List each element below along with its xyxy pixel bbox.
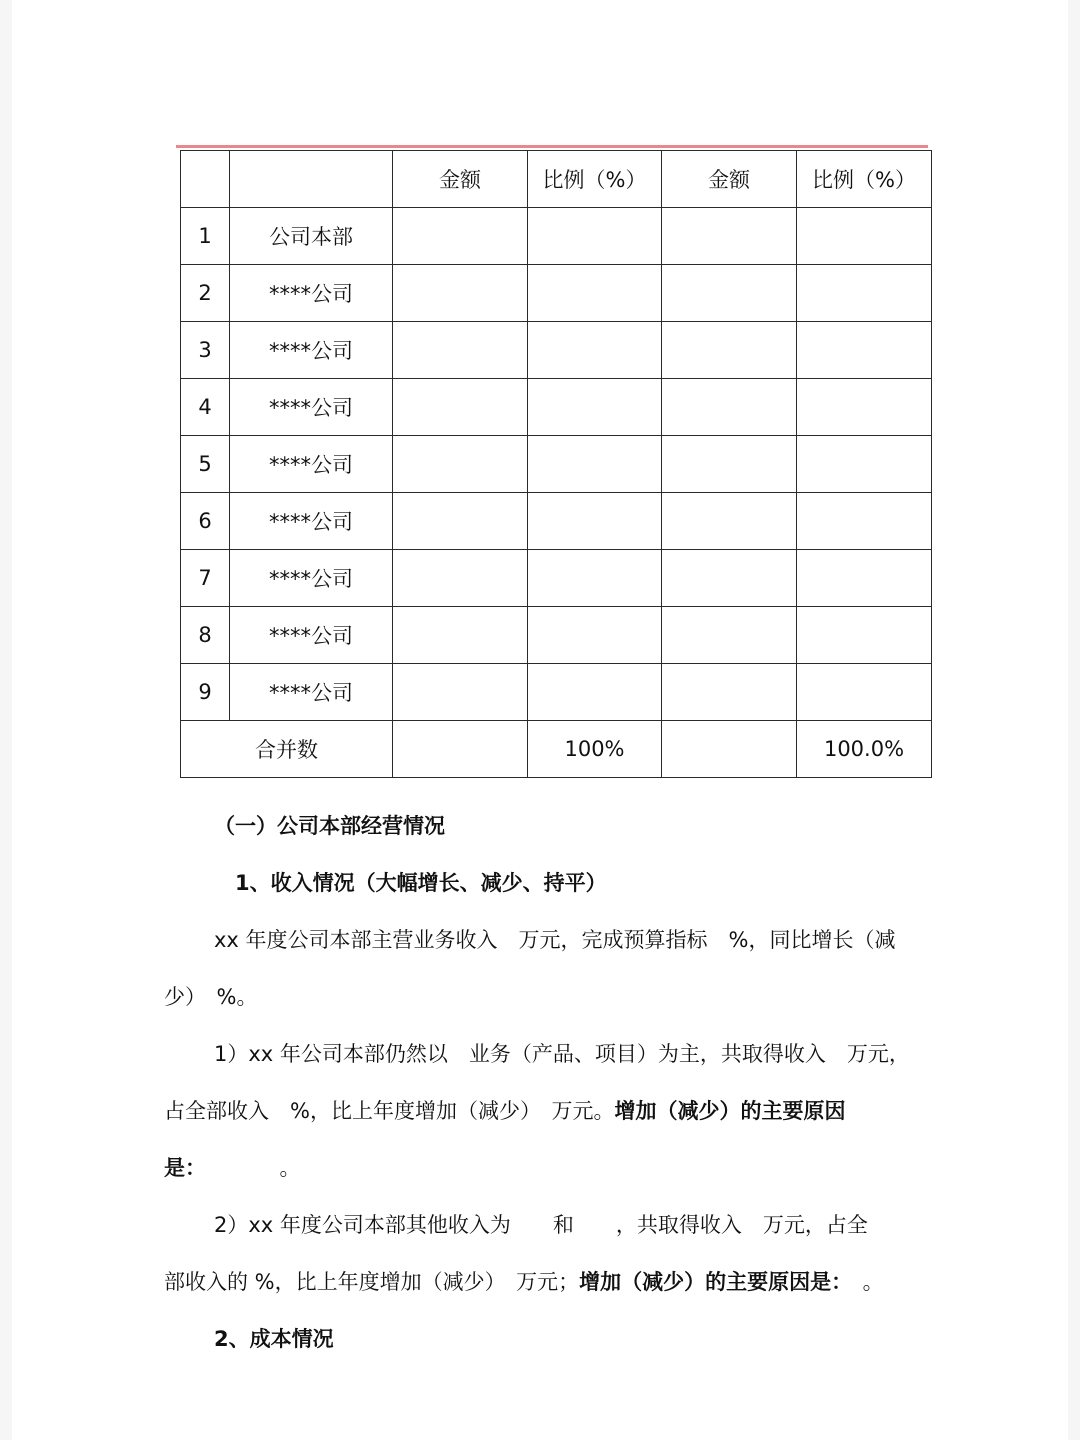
company-name: ****公司 (230, 436, 393, 493)
header-cell: 比例（%） (528, 151, 662, 208)
value-cell (797, 493, 932, 550)
section-heading: （一）公司本部经营情况 (214, 814, 445, 838)
value-cell (393, 607, 528, 664)
paragraph-3-reason-label: 增加（减少）的主要原因是： (579, 1270, 842, 1294)
value-cell (797, 379, 932, 436)
value-cell (393, 265, 528, 322)
paragraph-3-line-1: 2）xx 年度公司本部其他收入为 和 ，共取得收入 万元，占全 (214, 1213, 868, 1237)
value-cell (528, 607, 662, 664)
value-cell (528, 379, 662, 436)
company-name: ****公司 (230, 379, 393, 436)
header-rule (176, 145, 928, 148)
header-cell: 比例（%） (797, 151, 932, 208)
table-row (181, 493, 932, 550)
company-name: ****公司 (230, 265, 393, 322)
total-ratio-2: 100.0% (797, 721, 932, 778)
value-cell (797, 607, 932, 664)
value-cell (797, 664, 932, 721)
value-cell (797, 265, 932, 322)
value-cell (393, 436, 528, 493)
table-row (181, 436, 932, 493)
paragraph-2-line-3 (164, 1140, 924, 1197)
paragraph-3-line-2-text: 部收入的 %，比上年度增加（减少） 万元； (164, 1270, 580, 1294)
table-total-row (181, 721, 932, 778)
paragraph-2-reason-label: 增加（减少）的主要原因 (614, 1099, 846, 1123)
company-income-table (180, 150, 932, 778)
value-cell (662, 436, 797, 493)
row-number: 2 (181, 265, 230, 322)
header-cell (181, 151, 230, 208)
value-cell (797, 436, 932, 493)
value-cell (662, 208, 797, 265)
paragraph-2-line-2 (164, 1083, 924, 1140)
value-cell (662, 664, 797, 721)
paragraph-1-line-1: xx 年度公司本部主营业务收入 万元，完成预算指标 %，同比增长（减 (214, 928, 896, 952)
row-number: 4 (181, 379, 230, 436)
table-row (181, 208, 932, 265)
total-amount-1 (393, 721, 528, 778)
value-cell (528, 322, 662, 379)
row-number: 9 (181, 664, 230, 721)
value-cell (528, 664, 662, 721)
value-cell (528, 436, 662, 493)
value-cell (662, 379, 797, 436)
value-cell (528, 550, 662, 607)
paragraph-3-line-2 (164, 1254, 924, 1311)
company-name: ****公司 (230, 607, 393, 664)
value-cell (393, 322, 528, 379)
row-number: 7 (181, 550, 230, 607)
header-cell: 金额 (393, 151, 528, 208)
paragraph-2-line-1: 1）xx 年公司本部仍然以 业务（产品、项目）为主，共取得收入 万元， (214, 1042, 910, 1066)
value-cell (393, 493, 528, 550)
value-cell (797, 550, 932, 607)
paragraph-2-line-3-end: 。 (195, 1156, 301, 1180)
table-row (181, 379, 932, 436)
value-cell (393, 208, 528, 265)
value-cell (662, 265, 797, 322)
company-name: ****公司 (230, 664, 393, 721)
value-cell (797, 208, 932, 265)
paragraph-1-line-2: 少） %。 (164, 985, 258, 1009)
sub-heading-cost: 2、成本情况 (214, 1327, 334, 1351)
company-name: ****公司 (230, 322, 393, 379)
company-name: ****公司 (230, 550, 393, 607)
row-number: 6 (181, 493, 230, 550)
sub-heading-income: 1、收入情况（大幅增长、减少、持平） (235, 871, 607, 895)
value-cell (528, 265, 662, 322)
value-cell (393, 664, 528, 721)
value-cell (662, 322, 797, 379)
total-ratio-1: 100% (528, 721, 662, 778)
value-cell (393, 379, 528, 436)
value-cell (662, 493, 797, 550)
header-cell: 金额 (662, 151, 797, 208)
value-cell (662, 550, 797, 607)
value-cell (393, 550, 528, 607)
row-number: 1 (181, 208, 230, 265)
table-row (181, 607, 932, 664)
paragraph-3-line-2-end: 。 (841, 1270, 884, 1294)
paragraph-2-line-2-text: 占全部收入 %，比上年度增加（减少） 万元。 (164, 1099, 615, 1123)
row-number: 3 (181, 322, 230, 379)
total-amount-2 (662, 721, 797, 778)
value-cell (797, 322, 932, 379)
total-label: 合并数 (181, 721, 393, 778)
value-cell (662, 607, 797, 664)
table-row (181, 664, 932, 721)
row-number: 5 (181, 436, 230, 493)
table-row (181, 265, 932, 322)
table-row (181, 550, 932, 607)
row-number: 8 (181, 607, 230, 664)
header-cell (230, 151, 393, 208)
value-cell (528, 208, 662, 265)
paragraph-2-reason-is: 是： (164, 1156, 196, 1180)
company-name: 公司本部 (230, 208, 393, 265)
table-header-row (181, 151, 932, 208)
company-name: ****公司 (230, 493, 393, 550)
value-cell (528, 493, 662, 550)
table-row (181, 322, 932, 379)
